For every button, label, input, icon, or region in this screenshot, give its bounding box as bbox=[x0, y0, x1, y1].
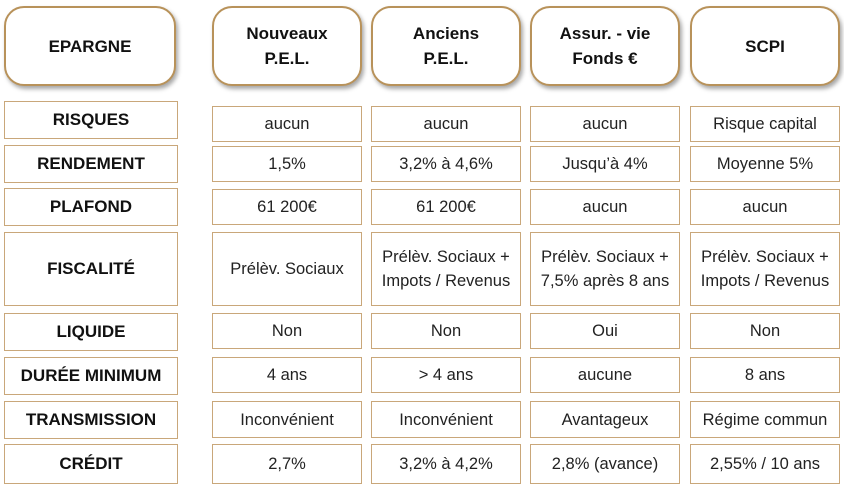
cell-rendement-nouveaux-pel: 1,5% bbox=[212, 146, 362, 182]
cell-duree-scpi: 8 ans bbox=[690, 357, 840, 393]
cell-fiscalite-anciens-pel: Prélèv. Sociaux + Impots / Revenus bbox=[371, 232, 521, 306]
cell-fiscalite-assurance-vie: Prélèv. Sociaux + 7,5% après 8 ans bbox=[530, 232, 680, 306]
cell-rendement-anciens-pel: 3,2% à 4,6% bbox=[371, 146, 521, 182]
row-label-liquide: LIQUIDE bbox=[4, 313, 178, 351]
row-label-fiscalite: FISCALITÉ bbox=[4, 232, 178, 306]
cell-liquide-assurance-vie: Oui bbox=[530, 313, 680, 349]
cell-duree-anciens-pel: > 4 ans bbox=[371, 357, 521, 393]
header-anciens-pel: Anciens P.E.L. bbox=[371, 6, 521, 86]
cell-duree-assurance-vie: aucune bbox=[530, 357, 680, 393]
row-label-plafond: PLAFOND bbox=[4, 188, 178, 226]
cell-transmission-anciens-pel: Inconvénient bbox=[371, 401, 521, 438]
cell-risques-scpi: Risque capital bbox=[690, 106, 840, 142]
header-nouveaux-pel: Nouveaux P.E.L. bbox=[212, 6, 362, 86]
row-label-risques: RISQUES bbox=[4, 101, 178, 139]
cell-risques-nouveaux-pel: aucun bbox=[212, 106, 362, 142]
cell-fiscalite-scpi: Prélèv. Sociaux + Impots / Revenus bbox=[690, 232, 840, 306]
cell-plafond-nouveaux-pel: 61 200€ bbox=[212, 189, 362, 225]
cell-plafond-anciens-pel: 61 200€ bbox=[371, 189, 521, 225]
row-label-credit: CRÉDIT bbox=[4, 444, 178, 484]
header-epargne: EPARGNE bbox=[4, 6, 176, 86]
row-label-transmission: TRANSMISSION bbox=[4, 401, 178, 439]
cell-transmission-nouveaux-pel: Inconvénient bbox=[212, 401, 362, 438]
cell-rendement-assurance-vie: Jusqu’à 4% bbox=[530, 146, 680, 182]
cell-risques-assurance-vie: aucun bbox=[530, 106, 680, 142]
cell-risques-anciens-pel: aucun bbox=[371, 106, 521, 142]
cell-fiscalite-nouveaux-pel: Prélèv. Sociaux bbox=[212, 232, 362, 306]
cell-transmission-assurance-vie: Avantageux bbox=[530, 401, 680, 438]
cell-plafond-assurance-vie: aucun bbox=[530, 189, 680, 225]
cell-plafond-scpi: aucun bbox=[690, 189, 840, 225]
cell-credit-assurance-vie: 2,8% (avance) bbox=[530, 444, 680, 484]
cell-liquide-nouveaux-pel: Non bbox=[212, 313, 362, 349]
cell-credit-scpi: 2,55% / 10 ans bbox=[690, 444, 840, 484]
cell-credit-nouveaux-pel: 2,7% bbox=[212, 444, 362, 484]
cell-duree-nouveaux-pel: 4 ans bbox=[212, 357, 362, 393]
cell-rendement-scpi: Moyenne 5% bbox=[690, 146, 840, 182]
row-label-duree-minimum: DURÉE MINIMUM bbox=[4, 357, 178, 395]
cell-transmission-scpi: Régime commun bbox=[690, 401, 840, 438]
cell-liquide-anciens-pel: Non bbox=[371, 313, 521, 349]
header-assurance-vie: Assur. - vie Fonds € bbox=[530, 6, 680, 86]
header-scpi: SCPI bbox=[690, 6, 840, 86]
cell-credit-anciens-pel: 3,2% à 4,2% bbox=[371, 444, 521, 484]
cell-liquide-scpi: Non bbox=[690, 313, 840, 349]
row-label-rendement: RENDEMENT bbox=[4, 145, 178, 183]
